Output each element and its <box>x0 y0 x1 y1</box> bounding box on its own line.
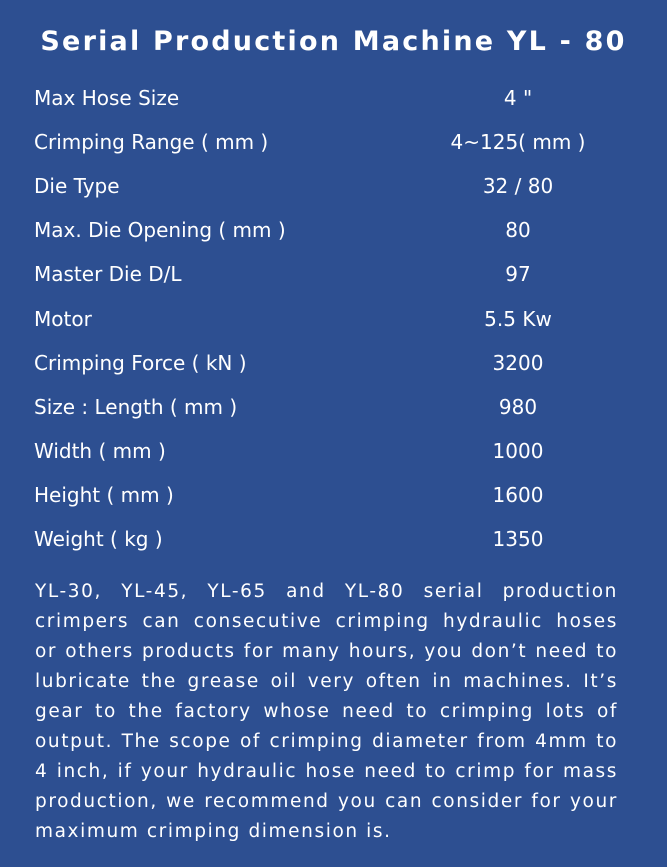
spec-value: 97 <box>505 262 531 287</box>
spec-label: Max Hose Size <box>34 86 180 111</box>
spec-value: 4 " <box>503 86 533 111</box>
spec-label: Size : Length ( mm ) <box>34 394 238 419</box>
spec-row-die-type <box>34 164 634 208</box>
spec-label: Crimping Range ( mm ) <box>34 130 269 155</box>
spec-label: Crimping Force ( kN ) <box>34 350 247 375</box>
spec-row-max-die-opening <box>34 208 634 252</box>
spec-value: 80 <box>505 218 531 243</box>
spec-table <box>34 76 634 561</box>
spec-label: Height ( mm ) <box>34 482 174 507</box>
spec-row-length <box>34 385 634 429</box>
spec-row-crimping-range <box>34 120 634 164</box>
spec-label: Motor <box>34 306 92 331</box>
spec-value: 1000 <box>492 438 544 463</box>
spec-value: 5.5 Kw <box>484 306 552 331</box>
description-paragraph: YL-30, YL-45, YL-65 and YL-80 serial production crimpers can consecutive crimping hydraulic hoses or others products for many hours, you don’t need to lubricate the grease oil very often in machines. It’s gear to the factory whose need to crimping lots of output. The scope of crimping diameter from 4mm to 4 inch, if your hydraulic hose need to crimp for mass production, we recommend you can consider for your maximum crimping dimension is. <box>35 581 618 842</box>
spec-label: Width ( mm ) <box>34 438 166 463</box>
spec-value: 3200 <box>492 350 544 375</box>
spec-value: 32 / 80 <box>482 174 554 199</box>
spec-value: 1600 <box>492 482 544 507</box>
spec-row-height <box>34 473 634 517</box>
spec-label: Max. Die Opening ( mm ) <box>34 218 286 243</box>
spec-label: Die Type <box>34 174 120 199</box>
spec-value: 1350 <box>492 526 544 551</box>
spec-row-crimping-force <box>34 341 634 385</box>
spec-row-motor <box>34 296 634 340</box>
page-title: Serial Production Machine YL - 80 <box>40 26 627 57</box>
spec-value: 4~125( mm ) <box>450 130 586 155</box>
spec-label: Master Die D/L <box>34 262 182 287</box>
spec-value: 980 <box>498 394 538 419</box>
spec-label: Weight ( kg ) <box>34 526 163 551</box>
spec-row-weight <box>34 517 634 561</box>
spec-row-master-die <box>34 252 634 296</box>
spec-row-max-hose-size <box>34 76 634 120</box>
spec-row-width <box>34 429 634 473</box>
